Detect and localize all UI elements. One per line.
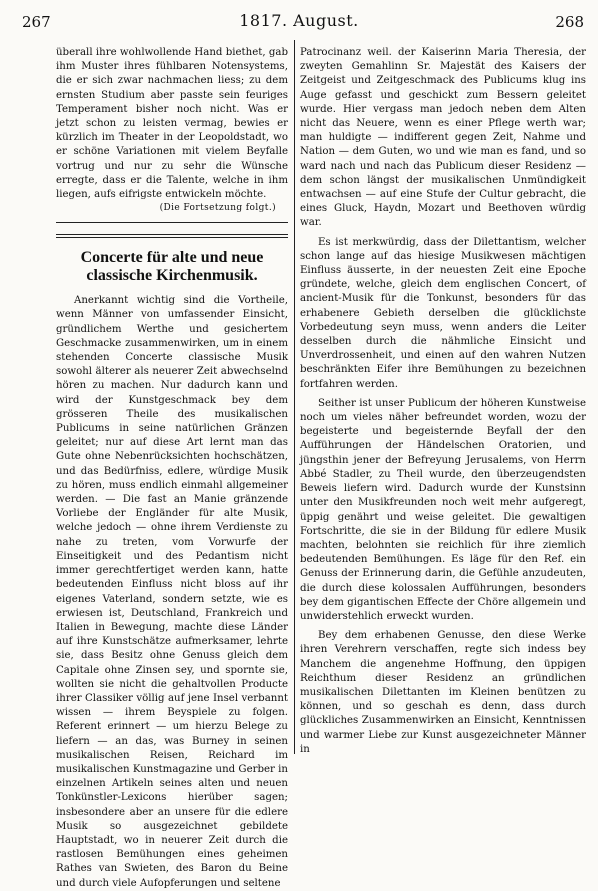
left-paragraph-1: überall ihre wohlwollende Hand biethet, gab ihm Muster ihres fühlbaren Notensystems, die er sich zwar nachmachen liess; zu dem ernsten Studium aber passte sein feuriges Temperament bisher noch nicht. Was er jetzt schon zu leisten vermag, bewies er kürzlich im Theater in der Leopoldstadt, wo er schöne Variationen mit vielem Beyfalle vortrug und nur zu sehr die Wünsche erregte, dass er die Talente, welche in ihm liegen, aufs eifrigste entwickeln möchte. (56, 47, 288, 201)
page-header (0, 8, 598, 30)
continuation-note: (Die Fortsetzung folgt.) (159, 203, 276, 214)
right-column (300, 46, 586, 757)
left-column (56, 46, 288, 891)
page-number-left: 267 (22, 13, 51, 31)
column-divider (294, 40, 295, 754)
article-title: Concerte für alte und neue classische Kirchenmusik. (80, 249, 264, 285)
running-title: 1817. August. (239, 11, 359, 30)
right-paragraph-3: Seither ist unser Publicum der höheren Kunstweise noch um vieles näher befreundet worden, wozu der begeisterte und begeisternde Beyfall der den Aufführungen der Händelschen Oratorien, und jüngsthin jener der Befreyung Jerusalems, von Herrn Abbé Stadler, zu Theil wurde, den überzeugendsten Beweis liefern wird. Dadurch wurde der Kunstsinn unter den Musikfreunden noch weit mehr aufgeregt, üppig genährt und weise geleitet. Die gewaltigen Fortschritte, die sie in der Bildung für edlere Musik machten, belohnten sie reichlich für ihre ziemlich bedeutenden Bemühungen. Es läge für den Ref. ein Genuss der Erinnerung darin, die Gefühle anzudeuten, die durch diese kolossalen Aufführungen, besonders bey dem gigantischen Effecte der Chöre allgemein und unwiderstehlich erweckt wurden. (300, 397, 586, 622)
section-double-rule (56, 234, 288, 238)
right-paragraph-1: Patrocinanz weil. der Kaiserinn Maria Theresia, der zweyten Gemahlinn Sr. Majestät des Kaisers der Zeitgeist und Zeitgeschmack des Publicums klug ins Auge gefasst und geschickt zum Bessern geleitet wurde. Hier vergass man jedoch neben dem Alten nicht das Neuere, wenn es einer Pflege werth war; man huldigte — indifferent gegen Zeit, Nahme und Nation — dem Guten, wo und wie man es fand, und so ward nach und nach das Publicum dieser Residenz — dem schon längst der musikalischen Unmündigkeit entwachsen — auf eine Stufe der Cultur gebracht, die eines Gluck, Haydn, Mozart und Beethoven würdig war. (300, 47, 586, 229)
right-paragraph-4: Bey dem erhabenen Genusse, den diese Werke ihren Verehrern verschaffen, regte sich indess bey Manchem die angenehme Hoffnung, den üppigen Reichthum dieser Residenz an gründlichen musikalischen Dilettanten im Kleinen benützen zu können, und so geschah es denn, dass durch glückliches Zusammenwirken an Einsicht, Kenntnissen und warmer Liebe zur Kunst ausgezeichneter Männer in (300, 630, 586, 755)
right-paragraph-2: Es ist merkwürdig, dass der Dilettantism, welcher schon lange auf das hiesige Musikwesen mächtigen Einfluss äusserte, in der neuesten Zeit eine Epoche gründete, welche, gleich dem englischen Concert, of ancient-Musik für die Tonkunst, besonders für das erhabenere Gebieth derselben die glücklichste Vorbedeutung seyn muss, wenn anders die Leiter desselben durch die nähmliche Einsicht und Unverdrossenheit, und einen auf den wahren Nutzen beschränkten Eifer ihre Bemühungen zu bezeichnen fortfahren werden. (300, 236, 586, 390)
section-rule (56, 222, 288, 223)
left-paragraph-2: Anerkannt wichtig sind die Vortheile, wenn Männer von umfassender Einsicht, gründlichem Werthe und gesichertem Geschmacke zusammenwirken, um in einem stehenden Concerte classische Musik sowohl älterer als neuerer Zeit abwechselnd hören zu machen. Nur dadurch kann und wird der Kunstgeschmack bey dem grösseren Theile des musikalischen Publicums in seine natürlichen Gränzen geleitet; nur auf diese Art lernt man das Gute ohne Nebenrücksichten hochschätzen, und das Bedürfniss, edlere, würdige Musik zu hören, muss endlich einmahl allgemeiner werden. — Die fast an Manie gränzende Vorliebe der Engländer für alte Musik, welche jedoch — ohne ihrem Verdienste zu nahe zu treten, vom Vorwurfe der Einseitigkeit und des Pedantism nicht immer gerechtfertiget werden kann, hatte bedeutenden Einfluss nicht bloss auf ihr eigenes Vaterland, sondern setzte, wie es erwiesen ist, Deutschland, Frankreich und Italien in Bewegung, machte diese Länder auf ihre Kunstschätze aufmerksamer, lehrte sie, dass Besitz ohne Genuss gleich dem Capitale ohne Zinsen sey, und spornte sie, wollten sie nicht die gehaltvollen Producte ihrer Classiker völlig auf jene Insel verbannt wissen — ihrem Beyspiele zu folgen. Referent erinnert — um hierzu Belege zu liefern — an das, was Burney in seinen musikalischen Reisen, Reichard im musikalischen Kunstmagazine und Gerber in einzelnen Artikeln seines alten und neuen Tonkünstler-Lexicons hierüber sagen; insbesondere aber an unsere für die edlere Musik so ausgezeichnet gebildete Hauptstadt, wo in neuerer Zeit durch die rastlosen Bemühungen eines geheimen Rathes van Swieten, des Baron du Beine und durch viele Aufopferungen und seltene (56, 295, 288, 889)
page-number-right: 268 (555, 13, 584, 31)
